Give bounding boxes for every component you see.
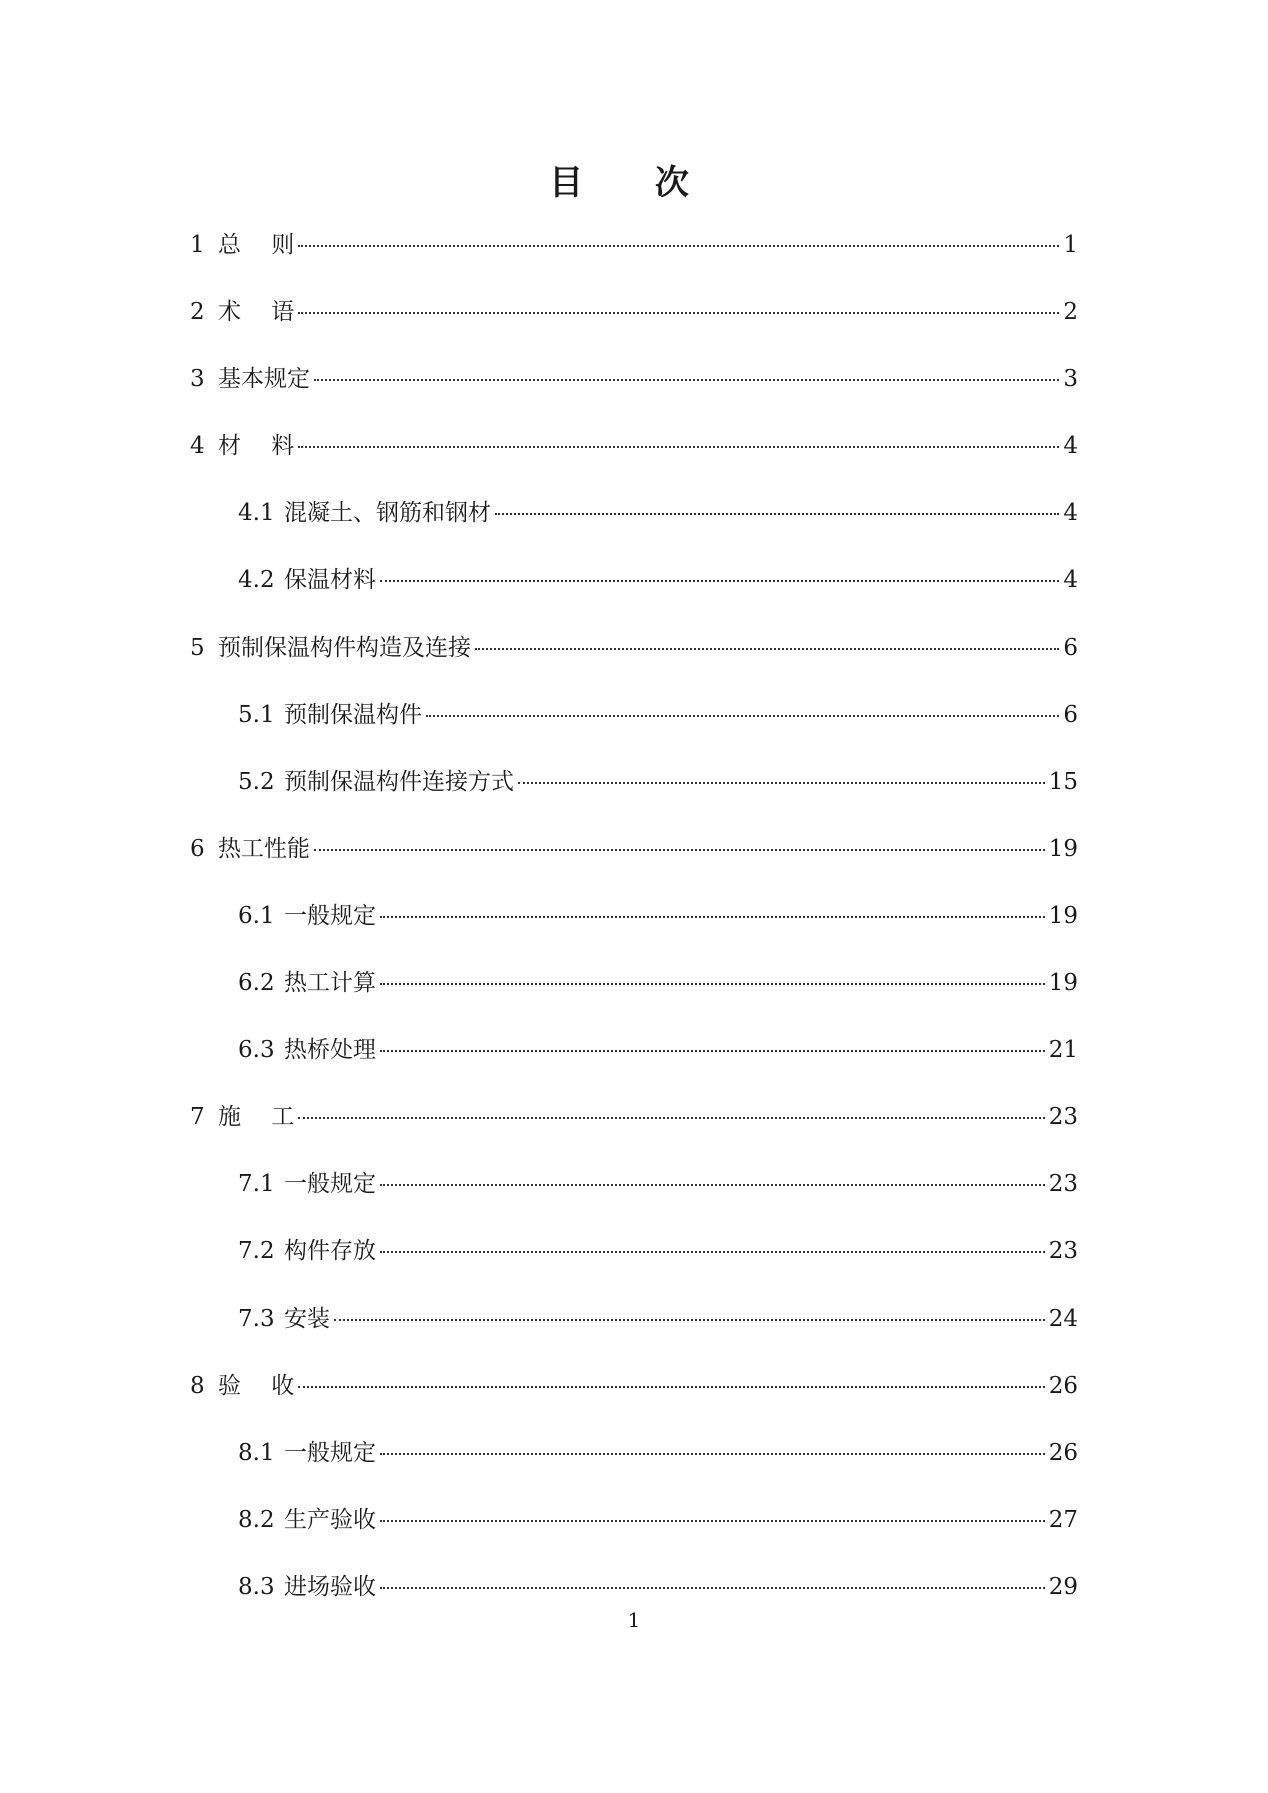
toc-entry-title: 构件存放	[284, 1238, 376, 1265]
toc-entry[interactable]	[190, 498, 1078, 565]
dot-leader	[380, 1520, 1045, 1522]
page-number: 1	[627, 1608, 641, 1632]
toc-entry-title: 热桥处理	[284, 1037, 376, 1064]
toc-entry-page: 4	[1063, 567, 1078, 594]
dot-leader	[380, 983, 1045, 985]
toc-entry-number: 8	[190, 1372, 205, 1399]
toc-entry[interactable]	[190, 565, 1078, 632]
toc-entry-number: 7	[190, 1104, 205, 1131]
toc-entry[interactable]	[190, 1102, 1078, 1169]
dot-leader	[298, 1386, 1044, 1388]
toc-entry-title: 热工计算	[284, 970, 376, 997]
toc-entry-number: 6.1	[238, 902, 275, 929]
dot-leader	[475, 648, 1059, 650]
toc-entry[interactable]	[190, 1236, 1078, 1303]
toc-entry-page: 23	[1048, 1238, 1078, 1265]
toc-entry-page: 2	[1063, 299, 1078, 326]
toc-entry-page: 21	[1048, 1037, 1078, 1064]
toc-entry-page: 15	[1048, 768, 1078, 795]
toc-entry[interactable]	[190, 431, 1078, 498]
toc-entry-number: 8.1	[238, 1439, 275, 1466]
toc-entry-page: 1	[1063, 232, 1078, 258]
toc-entry-page: 6	[1063, 701, 1078, 728]
toc-entry-number: 1	[190, 232, 205, 258]
toc-entry-title: 预制保温构件连接方式	[284, 768, 514, 795]
toc-entry-title: 总 则	[218, 232, 295, 258]
toc-entry[interactable]	[190, 230, 1078, 297]
dot-leader	[518, 782, 1045, 784]
toc-entry-number: 4.1	[238, 500, 275, 527]
toc-entry[interactable]	[190, 767, 1078, 834]
toc-entry-page: 26	[1048, 1439, 1078, 1466]
toc-entry[interactable]	[190, 901, 1078, 968]
toc-entry-number: 8.2	[238, 1506, 275, 1533]
toc-entry-title: 术 语	[218, 299, 295, 326]
toc-entry[interactable]	[190, 1035, 1078, 1102]
toc-entry-title: 材 料	[218, 433, 295, 460]
toc-entry-number: 5.1	[238, 701, 275, 728]
toc-entry-number: 3	[190, 366, 205, 393]
toc-entry-number: 8.3	[238, 1573, 275, 1600]
toc-entry-title: 一般规定	[284, 902, 376, 929]
dot-leader	[298, 1117, 1044, 1119]
toc-entry-page: 3	[1063, 366, 1078, 393]
toc-entry-number: 4	[190, 433, 205, 460]
toc-entry-title: 进场验收	[284, 1573, 376, 1600]
toc-entry-number: 6	[190, 835, 205, 862]
toc-entry-page: 27	[1048, 1506, 1078, 1533]
toc-entry[interactable]	[190, 633, 1078, 700]
toc-entry-number: 7.3	[238, 1305, 275, 1332]
toc-entry[interactable]	[190, 1169, 1078, 1236]
toc-entry[interactable]	[190, 1304, 1078, 1371]
toc-entry[interactable]	[190, 834, 1078, 901]
toc-entry-title: 预制保温构件构造及连接	[218, 634, 471, 661]
dot-leader	[298, 446, 1059, 448]
toc-entry-page: 23	[1048, 1171, 1078, 1198]
toc-entry-title: 验 收	[218, 1372, 295, 1399]
dot-leader	[314, 849, 1045, 851]
toc-entry-page: 6	[1063, 634, 1078, 661]
toc-entry-page: 29	[1048, 1573, 1078, 1600]
toc-entry[interactable]	[190, 700, 1078, 767]
toc-entry-title: 预制保温构件	[284, 701, 422, 728]
toc-entry-number: 7.2	[238, 1238, 275, 1265]
dot-leader	[380, 1251, 1045, 1253]
toc-entry-number: 6.2	[238, 970, 275, 997]
toc-entry-title: 生产验收	[284, 1506, 376, 1533]
page-title: 目 次	[549, 163, 719, 203]
toc-entry-title: 热工性能	[218, 835, 310, 862]
toc-entry-page: 19	[1048, 835, 1078, 862]
dot-leader	[334, 1319, 1045, 1321]
table-of-contents	[190, 230, 1078, 1639]
toc-entry-page: 23	[1048, 1104, 1078, 1131]
dot-leader	[495, 513, 1059, 515]
toc-entry-title: 基本规定	[218, 366, 310, 393]
toc-entry-page: 4	[1063, 433, 1078, 460]
toc-entry-number: 4.2	[238, 567, 275, 594]
dot-leader	[380, 580, 1059, 582]
toc-entry[interactable]	[190, 968, 1078, 1035]
dot-leader	[380, 1050, 1045, 1052]
dot-leader	[426, 715, 1059, 717]
toc-entry-title: 保温材料	[284, 567, 376, 594]
toc-entry-number: 2	[190, 299, 205, 326]
toc-entry-page: 19	[1048, 902, 1078, 929]
toc-entry[interactable]	[190, 1438, 1078, 1505]
dot-leader	[380, 1453, 1045, 1455]
toc-entry[interactable]	[190, 297, 1078, 364]
toc-entry-title: 安装	[284, 1305, 330, 1332]
toc-entry-page: 19	[1048, 970, 1078, 997]
dot-leader	[380, 916, 1045, 918]
dot-leader	[298, 312, 1059, 314]
toc-entry-title: 一般规定	[284, 1439, 376, 1466]
toc-entry-page: 4	[1063, 500, 1078, 527]
toc-entry[interactable]	[190, 1505, 1078, 1572]
dot-leader	[380, 1587, 1045, 1589]
dot-leader	[298, 245, 1059, 247]
toc-entry-number: 5.2	[238, 768, 275, 795]
toc-entry-title: 施 工	[218, 1104, 295, 1131]
toc-entry-number: 7.1	[238, 1171, 275, 1198]
dot-leader	[380, 1184, 1045, 1186]
toc-entry-number: 6.3	[238, 1037, 275, 1064]
toc-entry-page: 26	[1048, 1372, 1078, 1399]
toc-entry[interactable]	[190, 364, 1078, 431]
toc-entry-title: 混凝土、钢筋和钢材	[284, 500, 491, 527]
toc-entry-title: 一般规定	[284, 1171, 376, 1198]
toc-entry-number: 5	[190, 634, 205, 661]
toc-entry-page: 24	[1048, 1305, 1078, 1332]
toc-entry[interactable]	[190, 1371, 1078, 1438]
dot-leader	[314, 379, 1059, 381]
